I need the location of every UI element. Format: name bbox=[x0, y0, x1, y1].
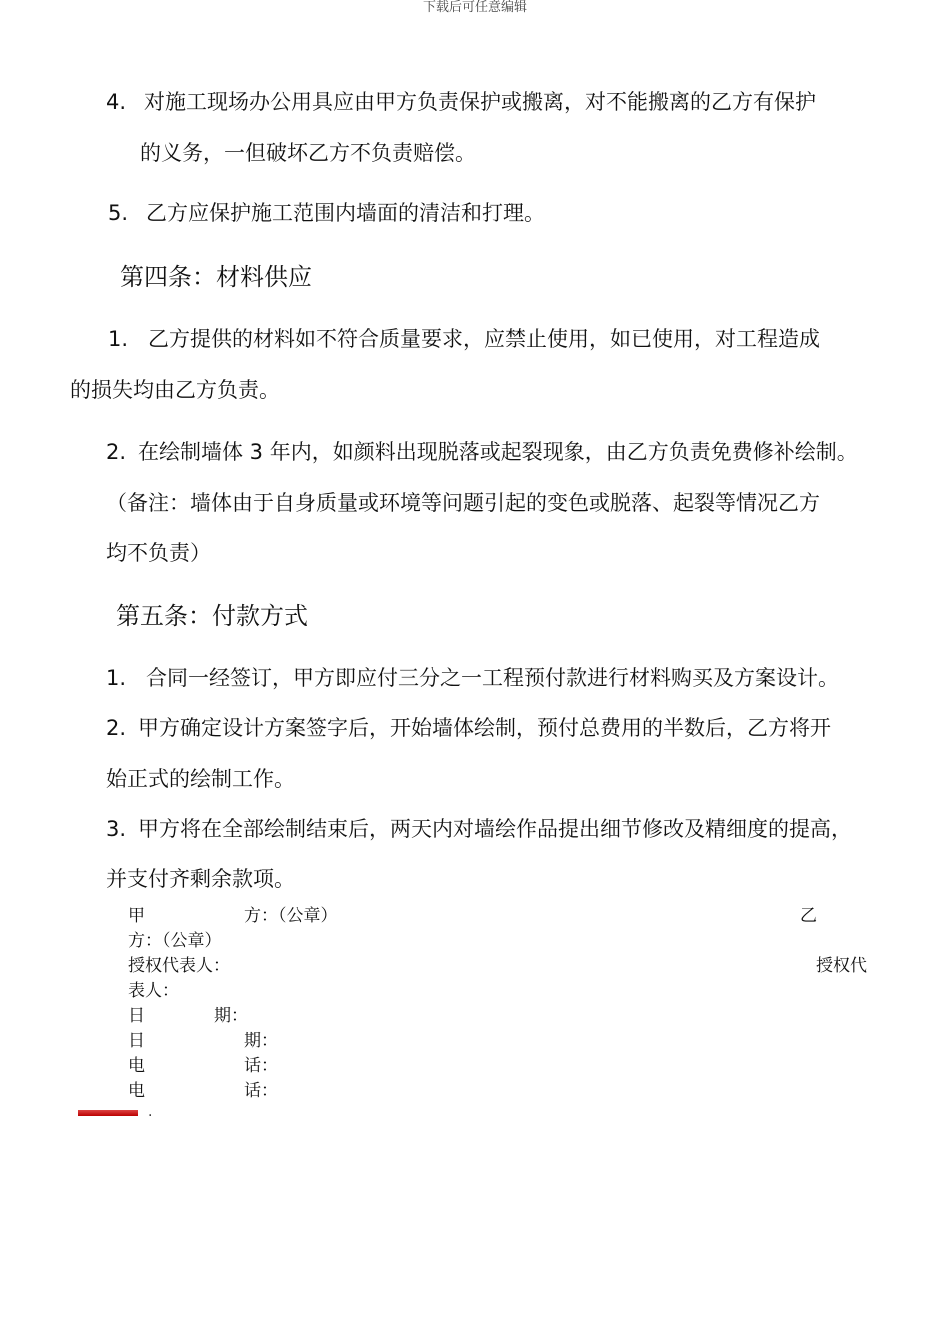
party-b-phone-char: 电 bbox=[128, 1081, 145, 1101]
footer-dot: . bbox=[148, 1104, 153, 1120]
item-4-line-2: 的义务，一但破坏乙方不负责赔偿。 bbox=[140, 141, 476, 165]
article-4-p1-number: 1. bbox=[108, 327, 129, 351]
item-4-line-1: 对施工现场办公用具应由甲方负责保护或搬离，对不能搬离的乙方有保护 bbox=[144, 90, 816, 114]
article-4-p1-line-1: 乙方提供的材料如不符合质量要求，应禁止使用，如已使用，对工程造成 bbox=[148, 327, 820, 351]
article-4-p2-line-2: （备注：墙体由于自身质量或环境等问题引起的变色或脱落、起裂等情况乙方 bbox=[106, 491, 820, 515]
article-5-p1-line-1: 合同一经签订，甲方即应付三分之一工程预付款进行材料购买及方案设计。 bbox=[146, 666, 839, 690]
article-5-p2-number: 2. bbox=[106, 716, 127, 740]
red-divider-bar bbox=[78, 1110, 138, 1116]
header-note: 下载后可任意编辑 bbox=[422, 0, 527, 15]
party-a-date-label: 期： bbox=[214, 1006, 248, 1026]
item-4-number: 4. bbox=[106, 90, 127, 114]
party-a-phone-char: 电 bbox=[128, 1056, 145, 1076]
article-4-title: 第四条：材料供应 bbox=[120, 263, 312, 291]
party-a-seal-label: 方：（公章） bbox=[244, 906, 338, 926]
party-b-seal-label: 方：（公章） bbox=[128, 931, 222, 951]
article-5-p3-number: 3. bbox=[106, 817, 127, 841]
party-b-phone-label: 话： bbox=[244, 1081, 278, 1101]
article-5-p3-line-1: 甲方将在全部绘制结束后，两天内对墙绘作品提出细节修改及精细度的提高， bbox=[138, 817, 852, 841]
party-a-label-char: 甲 bbox=[128, 906, 145, 926]
party-a-phone-label: 话： bbox=[244, 1056, 278, 1076]
party-b-date-char: 日 bbox=[128, 1031, 145, 1051]
article-5-title: 第五条：付款方式 bbox=[116, 602, 308, 630]
article-5-p2-line-2: 始正式的绘制工作。 bbox=[106, 767, 295, 791]
party-a-representative-label: 授权代表人： bbox=[128, 956, 230, 976]
party-b-representative-label-part2: 表人： bbox=[128, 981, 179, 1001]
article-5-p2-line-1: 甲方确定设计方案签字后，开始墙体绘制，预付总费用的半数后，乙方将开 bbox=[138, 716, 831, 740]
article-5-p1-number: 1. bbox=[106, 666, 127, 690]
article-4-p2-line-3: 均不负责） bbox=[106, 541, 211, 565]
item-5-number: 5. bbox=[108, 201, 129, 225]
party-b-date-label: 期： bbox=[244, 1031, 278, 1051]
article-4-p2-line-1: 在绘制墙体 3 年内，如颜料出现脱落或起裂现象，由乙方负责免费修补绘制。 bbox=[138, 440, 858, 464]
party-b-representative-label-part1: 授权代 bbox=[816, 956, 867, 976]
article-4-p2-number: 2. bbox=[106, 440, 127, 464]
article-5-p3-line-2: 并支付齐剩余款项。 bbox=[106, 867, 295, 891]
article-4-p1-line-2: 的损失均由乙方负责。 bbox=[70, 378, 280, 402]
item-5-line-1: 乙方应保护施工范围内墙面的清洁和打理。 bbox=[146, 201, 545, 225]
party-b-label-char: 乙 bbox=[800, 906, 817, 926]
party-a-date-char: 日 bbox=[128, 1006, 145, 1026]
